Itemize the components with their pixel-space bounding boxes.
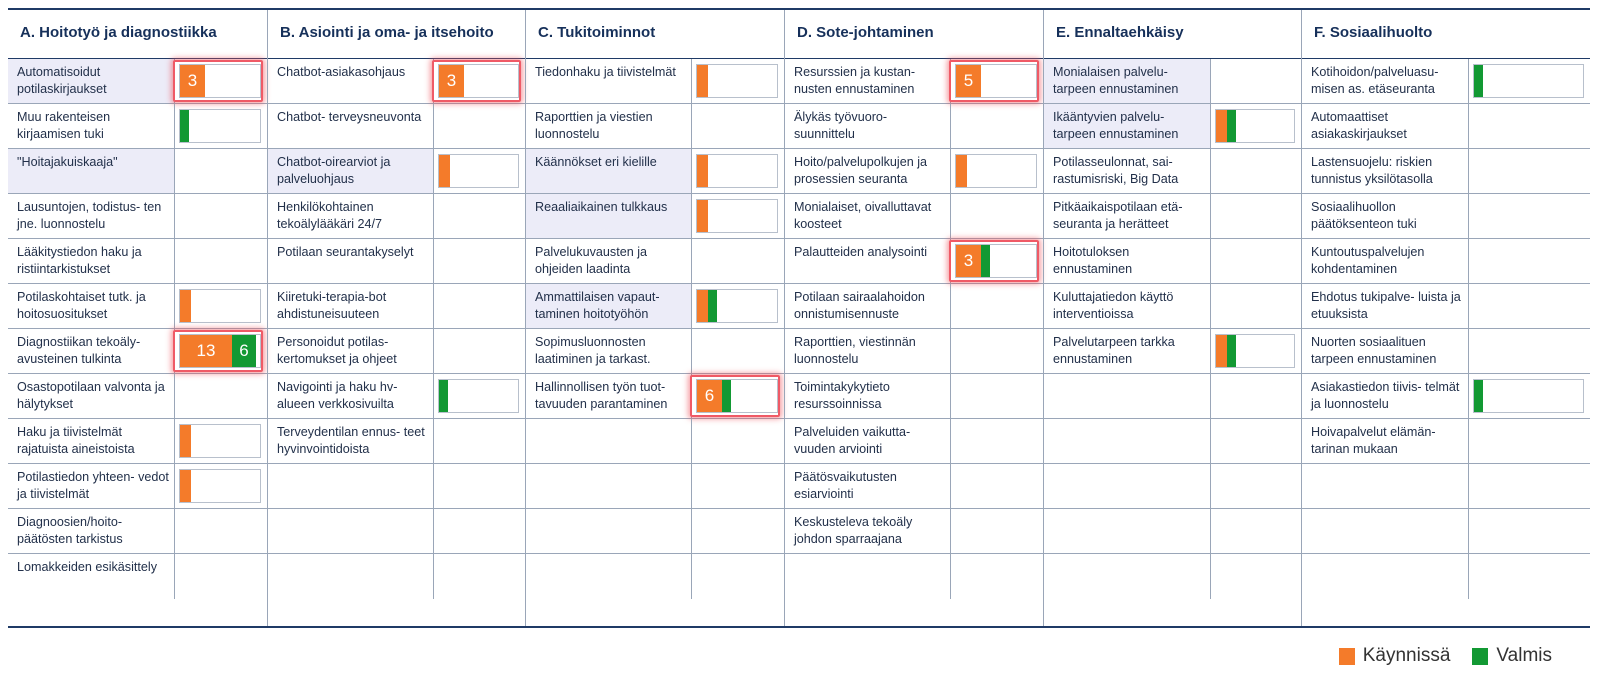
use-case-row xyxy=(785,239,1043,284)
use-case-label xyxy=(1044,374,1211,418)
status-cell xyxy=(1469,374,1590,418)
status-cell xyxy=(175,419,267,463)
status-cell xyxy=(175,464,267,508)
progress-bar xyxy=(696,379,778,413)
use-case-row xyxy=(785,194,1043,239)
use-case-matrix xyxy=(8,8,1590,628)
in-progress-segment xyxy=(697,155,708,187)
status-cell xyxy=(1469,554,1590,599)
use-case-row xyxy=(268,149,525,194)
status-cell xyxy=(1211,509,1301,553)
use-case-row xyxy=(526,374,784,419)
status-cell xyxy=(1469,104,1590,148)
column-header: E. Ennaltaehkäisy xyxy=(1044,10,1301,59)
use-case-label: Personoidut potilas- kertomukset ja ohjeet xyxy=(268,329,434,373)
use-case-label: "Hoitajakuiskaaja" xyxy=(8,149,175,193)
progress-bar xyxy=(179,64,261,98)
status-cell xyxy=(434,554,525,599)
progress-bar xyxy=(1473,64,1584,98)
use-case-label: Palvelutarpeen tarkka ennustaminen xyxy=(1044,329,1211,373)
use-case-row xyxy=(8,284,267,329)
use-case-row xyxy=(1302,284,1590,329)
done-segment xyxy=(981,245,990,277)
status-cell xyxy=(434,284,525,328)
progress-bar xyxy=(438,64,519,98)
column-a xyxy=(8,10,267,626)
empty-row xyxy=(526,419,784,464)
status-cell xyxy=(951,464,1043,508)
empty-row xyxy=(1302,464,1590,509)
use-case-row xyxy=(1302,374,1590,419)
status-cell xyxy=(1211,464,1301,508)
use-case-row xyxy=(785,509,1043,554)
use-case-label: Reaaliaikainen tulkkaus xyxy=(526,194,692,238)
use-case-row xyxy=(268,329,525,374)
status-cell xyxy=(1469,59,1590,103)
empty-row xyxy=(526,509,784,554)
use-case-row xyxy=(8,374,267,419)
in-progress-segment xyxy=(697,290,708,322)
empty-row xyxy=(1044,509,1301,554)
progress-bar xyxy=(696,64,778,98)
use-case-row xyxy=(785,59,1043,104)
progress-bar xyxy=(955,64,1037,98)
use-case-label: Monialaisen palvelu- tarpeen ennustaminen xyxy=(1044,59,1211,103)
use-case-row xyxy=(268,104,525,149)
use-case-label: Potilasseulonnat, sai- rastumisriski, Big Data xyxy=(1044,149,1211,193)
status-cell xyxy=(175,374,267,418)
legend-done-swatch xyxy=(1472,648,1488,665)
in-progress-count: 3 xyxy=(446,71,457,90)
status-cell xyxy=(951,104,1043,148)
status-cell xyxy=(951,419,1043,463)
use-case-label xyxy=(1044,419,1211,463)
use-case-row xyxy=(1302,194,1590,239)
use-case-label xyxy=(526,554,692,599)
use-case-label xyxy=(526,509,692,553)
status-cell xyxy=(951,554,1043,599)
use-case-row xyxy=(268,374,525,419)
done-segment xyxy=(708,290,717,322)
use-case-label: Lastensuojelu: riskien tunnistus yksilötasolla xyxy=(1302,149,1469,193)
status-cell xyxy=(951,149,1043,193)
in-progress-count: 3 xyxy=(187,71,198,90)
status-cell xyxy=(1211,329,1301,373)
status-cell xyxy=(951,284,1043,328)
in-progress-segment xyxy=(956,155,967,187)
empty-row xyxy=(1302,509,1590,554)
in-progress-segment xyxy=(1216,335,1227,367)
use-case-label: Raporttien, viestinnän luonnostelu xyxy=(785,329,951,373)
status-cell xyxy=(434,509,525,553)
in-progress-count: 5 xyxy=(963,71,974,90)
use-case-row xyxy=(785,329,1043,374)
use-case-label: Kuntoutuspalvelujen kohdentaminen xyxy=(1302,239,1469,283)
use-case-row xyxy=(8,419,267,464)
use-case-label: Chatbot-asiakasohjaus xyxy=(268,59,434,103)
status-cell xyxy=(951,239,1043,283)
status-cell xyxy=(1211,104,1301,148)
use-case-row xyxy=(268,419,525,464)
use-case-label: Ehdotus tukipalve- luista ja etuuksista xyxy=(1302,284,1469,328)
status-cell xyxy=(692,149,784,193)
use-case-label: Lomakkeiden esikäsittely xyxy=(8,554,175,599)
use-case-row xyxy=(526,59,784,104)
use-case-row xyxy=(1044,239,1301,284)
use-case-row xyxy=(785,104,1043,149)
status-cell xyxy=(951,329,1043,373)
use-case-label: Ikääntyvien palvelu- tarpeen ennustaminen xyxy=(1044,104,1211,148)
status-cell xyxy=(175,329,267,373)
use-case-row xyxy=(8,554,267,599)
column-d xyxy=(784,10,1043,626)
use-case-label: Terveydentilan ennus- teet hyvinvointidoista xyxy=(268,419,434,463)
use-case-label: Palautteiden analysointi xyxy=(785,239,951,283)
use-case-label xyxy=(1302,509,1469,553)
status-cell xyxy=(692,194,784,238)
use-case-row xyxy=(785,149,1043,194)
use-case-label: Lääkitystiedon haku ja ristiintarkistukset xyxy=(8,239,175,283)
column-header: F. Sosiaalihuolto xyxy=(1302,10,1590,59)
use-case-row xyxy=(8,464,267,509)
status-cell xyxy=(692,464,784,508)
use-case-row xyxy=(268,194,525,239)
in-progress-count: 3 xyxy=(963,251,974,270)
use-case-label: Lausuntojen, todistus- ten jne. luonnostelu xyxy=(8,194,175,238)
use-case-label: Haku ja tiivistelmät rajatuista aineistoista xyxy=(8,419,175,463)
use-case-label: Älykäs työvuoro- suunnittelu xyxy=(785,104,951,148)
status-cell xyxy=(434,104,525,148)
use-case-row xyxy=(268,284,525,329)
empty-row xyxy=(268,554,525,599)
done-segment xyxy=(1474,380,1483,412)
use-case-label: Chatbot-oirearviot ja palveluohjaus xyxy=(268,149,434,193)
status-cell xyxy=(1211,284,1301,328)
use-case-row xyxy=(526,239,784,284)
use-case-row xyxy=(1044,149,1301,194)
use-case-label xyxy=(526,419,692,463)
status-cell xyxy=(434,149,525,193)
status-cell xyxy=(1211,419,1301,463)
in-progress-segment xyxy=(439,155,450,187)
use-case-row xyxy=(8,329,267,374)
use-case-label: Resurssien ja kustan- nusten ennustaminen xyxy=(785,59,951,103)
progress-bar xyxy=(438,154,519,188)
empty-row xyxy=(785,554,1043,599)
use-case-label: Hallinnollisen työn tuot- tavuuden parantaminen xyxy=(526,374,692,418)
status-cell xyxy=(434,329,525,373)
empty-row xyxy=(268,509,525,554)
use-case-label xyxy=(268,554,434,599)
status-cell xyxy=(1469,464,1590,508)
in-progress-segment xyxy=(180,470,191,502)
use-case-label: Potilaan seurantakyselyt xyxy=(268,239,434,283)
status-cell xyxy=(1469,329,1590,373)
status-cell xyxy=(692,374,784,418)
status-cell xyxy=(175,149,267,193)
use-case-label: Kuluttajatiedon käyttö interventioissa xyxy=(1044,284,1211,328)
status-cell xyxy=(175,59,267,103)
progress-bar xyxy=(179,109,261,143)
done-segment xyxy=(439,380,448,412)
use-case-label: Kotihoidon/palveluasu- misen as. etäseuranta xyxy=(1302,59,1469,103)
in-progress-count: 6 xyxy=(704,386,715,405)
done-count: 6 xyxy=(239,341,249,360)
progress-bar xyxy=(179,289,261,323)
use-case-row xyxy=(526,284,784,329)
use-case-row xyxy=(1302,419,1590,464)
status-cell xyxy=(1469,149,1590,193)
legend-in-progress-label: Käynnissä xyxy=(1362,645,1451,666)
empty-row xyxy=(526,464,784,509)
status-cell xyxy=(692,329,784,373)
use-case-row xyxy=(1044,329,1301,374)
use-case-label: Potilaskohtaiset tutk. ja hoitosuositukset xyxy=(8,284,175,328)
in-progress-count: 13 xyxy=(196,341,216,360)
progress-bar xyxy=(696,154,778,188)
progress-bar xyxy=(955,244,1037,278)
status-cell xyxy=(1469,509,1590,553)
status-cell xyxy=(175,104,267,148)
status-cell xyxy=(692,284,784,328)
use-case-label xyxy=(1302,554,1469,599)
use-case-row xyxy=(1044,104,1301,149)
legend-in-progress xyxy=(1339,645,1451,667)
use-case-label: Diagnoosien/hoito- päätösten tarkistus xyxy=(8,509,175,553)
use-case-label: Toimintakykytieto resurssoinnissa xyxy=(785,374,951,418)
use-case-label: Navigointi ja haku hv- alueen verkkosivuilta xyxy=(268,374,434,418)
status-cell xyxy=(1211,554,1301,599)
use-case-row xyxy=(526,194,784,239)
use-case-label: Hoito/palvelupolkujen ja prosessien seuranta xyxy=(785,149,951,193)
status-cell xyxy=(692,419,784,463)
column-header: C. Tukitoiminnot xyxy=(526,10,784,59)
in-progress-segment xyxy=(697,200,708,232)
use-case-row xyxy=(8,149,267,194)
status-cell xyxy=(951,374,1043,418)
use-case-row xyxy=(1302,149,1590,194)
use-case-row xyxy=(785,374,1043,419)
use-case-label: Hoivapalvelut elämän- tarinan mukaan xyxy=(1302,419,1469,463)
empty-row xyxy=(268,464,525,509)
column-c xyxy=(525,10,784,626)
progress-bar xyxy=(1215,334,1295,368)
in-progress-segment xyxy=(697,65,708,97)
empty-row xyxy=(1044,464,1301,509)
use-case-label xyxy=(268,464,434,508)
use-case-label: Pitkäaikaispotilaan etä- seuranta ja herätteet xyxy=(1044,194,1211,238)
use-case-row xyxy=(1302,239,1590,284)
use-case-label xyxy=(268,509,434,553)
use-case-label xyxy=(1302,464,1469,508)
empty-row xyxy=(1044,374,1301,419)
column-e xyxy=(1043,10,1301,626)
status-cell xyxy=(175,194,267,238)
status-cell xyxy=(692,509,784,553)
progress-bar xyxy=(1215,109,1295,143)
use-case-label: Palveluiden vaikutta- vuuden arviointi xyxy=(785,419,951,463)
use-case-row xyxy=(8,509,267,554)
column-f xyxy=(1301,10,1590,626)
done-segment xyxy=(180,110,189,142)
use-case-label: Päätösvaikutusten esiarviointi xyxy=(785,464,951,508)
status-cell xyxy=(175,284,267,328)
use-case-label: Monialaiset, oivalluttavat koosteet xyxy=(785,194,951,238)
use-case-label: Diagnostiikan tekoäly- avusteinen tulkinta xyxy=(8,329,175,373)
status-cell xyxy=(175,239,267,283)
status-cell xyxy=(1469,419,1590,463)
status-cell xyxy=(951,194,1043,238)
use-case-row xyxy=(785,464,1043,509)
use-case-label: Ammattilaisen vapaut- taminen hoitotyöhön xyxy=(526,284,692,328)
legend-done xyxy=(1472,645,1552,667)
legend-in-progress-swatch xyxy=(1339,648,1355,665)
use-case-row xyxy=(8,59,267,104)
use-case-label: Raporttien ja viestien luonnostelu xyxy=(526,104,692,148)
status-cell xyxy=(1469,239,1590,283)
use-case-label: Sosiaalihuollon päätöksenteon tuki xyxy=(1302,194,1469,238)
progress-bar xyxy=(696,199,778,233)
status-cell xyxy=(1211,374,1301,418)
use-case-label xyxy=(785,554,951,599)
done-segment xyxy=(1474,65,1483,97)
progress-bar xyxy=(438,379,519,413)
empty-row xyxy=(1302,554,1590,599)
in-progress-segment xyxy=(180,425,191,457)
use-case-label: Tiedonhaku ja tiivistelmät xyxy=(526,59,692,103)
legend-done-label: Valmis xyxy=(1496,645,1552,666)
progress-bar xyxy=(179,334,261,368)
use-case-row xyxy=(8,194,267,239)
column-b xyxy=(267,10,525,626)
use-case-label: Automaattiset asiakaskirjaukset xyxy=(1302,104,1469,148)
use-case-label: Palvelukuvausten ja ohjeiden laadinta xyxy=(526,239,692,283)
done-segment xyxy=(722,380,731,412)
use-case-label: Asiakastiedon tiivis- telmät ja luonnostelu xyxy=(1302,374,1469,418)
use-case-row xyxy=(1044,59,1301,104)
use-case-label: Käännökset eri kielille xyxy=(526,149,692,193)
use-case-row xyxy=(1302,104,1590,149)
done-segment xyxy=(1227,110,1236,142)
use-case-row xyxy=(1302,329,1590,374)
status-cell xyxy=(1211,239,1301,283)
use-case-label xyxy=(1044,464,1211,508)
use-case-row xyxy=(1302,59,1590,104)
in-progress-segment xyxy=(180,290,191,322)
use-case-row xyxy=(8,104,267,149)
status-cell xyxy=(692,239,784,283)
status-cell xyxy=(692,104,784,148)
use-case-label: Nuorten sosiaalituen tarpeen ennustaminen xyxy=(1302,329,1469,373)
legend xyxy=(1325,645,1552,667)
use-case-row xyxy=(785,419,1043,464)
use-case-row xyxy=(526,329,784,374)
use-case-label: Sopimusluonnosten laatiminen ja tarkast. xyxy=(526,329,692,373)
use-case-label: Potilastiedon yhteen- vedot ja tiivistelmät xyxy=(8,464,175,508)
use-case-label xyxy=(1044,554,1211,599)
status-cell xyxy=(951,509,1043,553)
status-cell xyxy=(1211,149,1301,193)
use-case-label xyxy=(1044,509,1211,553)
in-progress-segment xyxy=(1216,110,1227,142)
use-case-label: Hoitotuloksen ennustaminen xyxy=(1044,239,1211,283)
progress-bar xyxy=(179,424,261,458)
use-case-row xyxy=(1044,284,1301,329)
status-cell xyxy=(1469,194,1590,238)
done-segment xyxy=(1227,335,1236,367)
progress-bar xyxy=(955,154,1037,188)
use-case-label: Automatisoidut potilaskirjaukset xyxy=(8,59,175,103)
status-cell xyxy=(175,554,267,599)
status-cell xyxy=(1211,59,1301,103)
use-case-row xyxy=(268,239,525,284)
use-case-row xyxy=(526,149,784,194)
use-case-label: Henkilökohtainen tekoälylääkäri 24/7 xyxy=(268,194,434,238)
status-cell xyxy=(434,59,525,103)
use-case-label: Potilaan sairaalahoidon onnistumisennuste xyxy=(785,284,951,328)
empty-row xyxy=(526,554,784,599)
column-header: D. Sote-johtaminen xyxy=(785,10,1043,59)
use-case-label: Kiiretuki-terapia-bot ahdistuneisuuteen xyxy=(268,284,434,328)
use-case-row xyxy=(785,284,1043,329)
use-case-label: Muu rakenteisen kirjaamisen tuki xyxy=(8,104,175,148)
status-cell xyxy=(434,194,525,238)
status-cell xyxy=(434,464,525,508)
status-cell xyxy=(1469,284,1590,328)
progress-bar xyxy=(1473,379,1584,413)
status-cell xyxy=(175,509,267,553)
column-header: B. Asiointi ja oma- ja itsehoito xyxy=(268,10,525,59)
status-cell xyxy=(692,59,784,103)
use-case-row xyxy=(526,104,784,149)
status-cell xyxy=(1211,194,1301,238)
use-case-row xyxy=(1044,194,1301,239)
use-case-row xyxy=(268,59,525,104)
status-cell xyxy=(434,419,525,463)
column-header: A. Hoitotyö ja diagnostiikka xyxy=(8,10,267,59)
status-cell xyxy=(951,59,1043,103)
status-cell xyxy=(434,239,525,283)
progress-bar xyxy=(179,469,261,503)
progress-bar xyxy=(696,289,778,323)
use-case-label: Chatbot- terveysneuvonta xyxy=(268,104,434,148)
empty-row xyxy=(1044,419,1301,464)
use-case-row xyxy=(8,239,267,284)
use-case-label: Keskusteleva tekoäly johdon sparraajana xyxy=(785,509,951,553)
empty-row xyxy=(1044,554,1301,599)
status-cell xyxy=(434,374,525,418)
use-case-label: Osastopotilaan valvonta ja hälytykset xyxy=(8,374,175,418)
status-cell xyxy=(692,554,784,599)
use-case-label xyxy=(526,464,692,508)
